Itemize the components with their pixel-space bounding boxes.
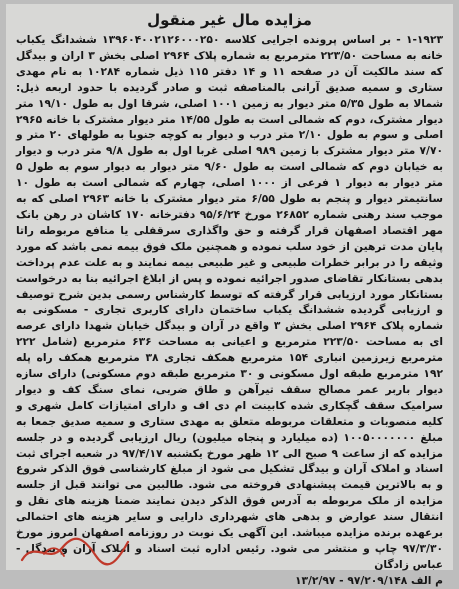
notice-title: مزایده مال غیر منقول [147, 11, 312, 29]
notice-paragraph: ۱-۱۹۲۳ - بر اساس پرونده اجرایی کلاسه ۱۳۹۶۰۴۰۰۲۱۲۶۰۰۰۲۵۰ ششدانگ یکباب خانه به مساحت ۲۲۳/۵۰ مترمربع به شماره پلاک ۲۹۶۴ اصلی بخش ۳ اران و بیدگل که سند مالکیت آن در صفحه ۱۱ و ۱۴ دفتر ۱۱۵ ذیل شماره ۱۰۲۸۴ به نام مهدی ستاری و سمیه صدیق آرانی بالمناصفه ثبت و صادر گردیده با حدود اربعه ذیل: شمالا به طول ۵/۳۵ متر دیوار به زمین ۱۰۰۱ اصلی، شرقا اول به طول ۱۹/۱۰ متر دیوار مشترک، دوم که شمالی است به طول ۱۴/۵۵ متر دیوار مشترک با خانه ۲۹۶۵ اصلی و سوم به طول ۲/۱۰ متر درب و دیوار به کوچه جنوبا به طولهای ۲۰ متر و ۷/۷۰ متر دیوار مشترک با زمین ۹۸۹ اصلی غربا اول به طول ۹/۸ متر درب و دیوار به خیابان دوم که شمالی است به طول ۹/۶۰ متر دیوار به دیوار سوم به طول ۵ متر دیوار به دیوار ۱ فرعی از ۱۰۰۰ اصلی، چهارم که شمالی است به طول ۱۰ سانتیمتر دیوار و پنجم به طول ۶/۵۵ متر دیوار مشترک با خانه ۲۹۶۳ اصلی که به موجب سند رهنی شماره ۲۶۸۵۲ مورخ ۹۵/۶/۲۴ دفترخانه ۱۷۰ کاشان در رهن بانک مهر اقتصاد اصفهان قرار گرفته و حق واگذاری سرقفلی یا منافع مربوطه راتا پایان مدت ترهین از خود سلب نموده و همچنین ملک فوق بیمه نمی باشد که مورد وثیقه را در برابر خطرات طبیعی و غیر طبیعی بیمه نمایند و به علت عدم پرداخت بدهی بستانکار تقاضای صدور اجرائیه نموده و پس از ابلاغ اجرائیه بنا به درخواست بستانکار مورد ارزیابی قرار گرفته که توسط کارشناس رسمی بدین شرح توصیف و ارزیابی گردیده ششدانگ یکباب ساختمان دارای کاربری تجاری - مسکونی به شماره پلاک ۲۹۶۴ اصلی بخش ۳ واقع در آران و بیدگل خیابان شهدا دارای عرصه ای به مساحت ۲۲۳/۵۰ مترمربع و اعیانی به مساحت ۶۳۶ مترمربع (شامل ۲۲۲ مترمربع زیرزمین انباری ۱۵۴ مترمربع همکف تجاری ۳۸ مترمربع همکف راه پله ۱۹۲ مترمربع طبقه اول مسکونی و ۳۰ مترمربع طبقه دوم مسکونی) دارای سازه دیوار باربر عمر مصالح سقف تیرآهن و طاق ضربی، نمای سنگ کف و دیوار سرامیک سقف گچکاری شده کابینت ام دی اف و دارای امتیازات کامل شهری و کلیه منصوبات و متعلقات مربوطه متعلق به مهدی ستاری و سمیه صدیق جمعا به مبلغ ۱۰۰۵۰۰۰۰۰۰۰ (ده میلیارد و پنجاه میلیون) ریال ارزیابی گردیده و در جلسه مزایده که از ساعت ۹ صبح الی ۱۲ ظهر مورخ یکشنبه ۹۷/۴/۱۷ در شعبه اجرای ثبت اسناد و املاک آران و بیدگل تشکیل می شود از مبلغ کارشناسی فوق الذکر شروع و به بالاترین قیمت پیشنهادی فروخته می شود. طالبین می توانند قبل از جلسه مزایده از ملک مربوطه به آدرس فوق الذکر دیدن نمایند ضمنا هزینه های نقل و انتقال سند عوارض و بدهی های شهرداری دارایی و سایر هزینه های احتمالی برعهده برنده مزایده میباشد. این آگهی یک نوبت در روزنامه اصفهان امروز مورخ ۹۷/۳/۳۰ چاپ و منتشر می شود. رئیس اداره ثبت اسناد و املاک آران و بیدگل - عباس زادگان [16, 33, 444, 571]
notice-clipping [6, 4, 453, 587]
notice-body [16, 32, 443, 573]
notice-footer: م الف ۹۷/۲۰۹/۱۴۸ - ۱۳/۲/۹۷ [294, 573, 443, 587]
